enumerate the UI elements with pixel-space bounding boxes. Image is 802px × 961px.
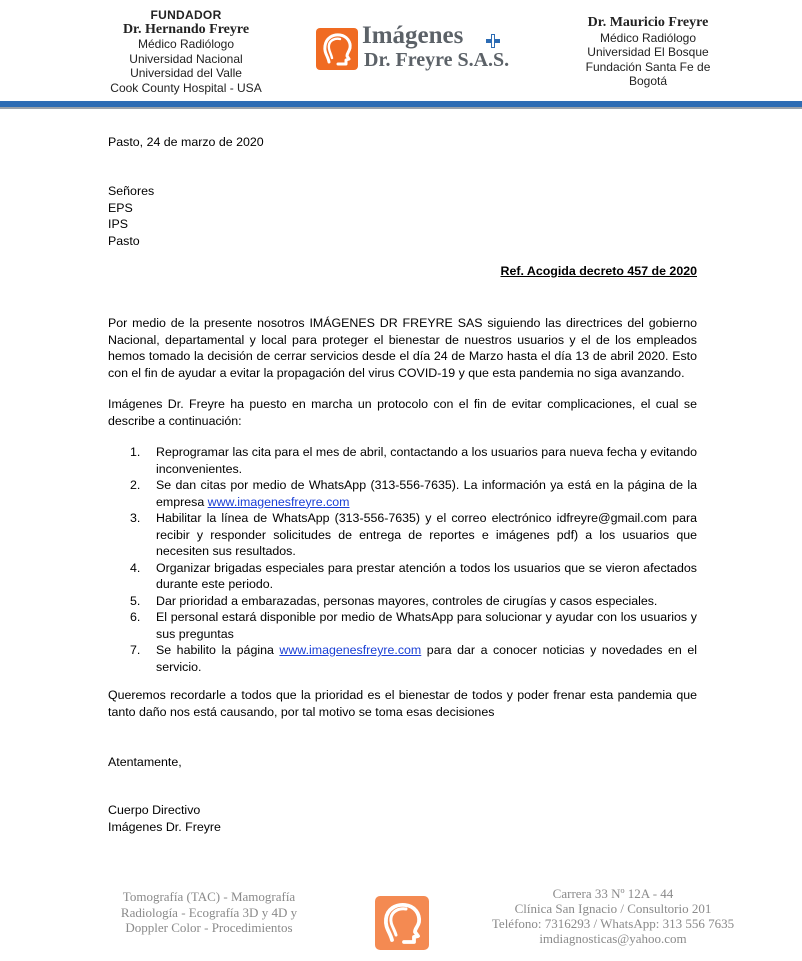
recipient-line: Pasto <box>108 233 140 248</box>
list-text: Organizar brigadas especiales para prestar atención a todos los usuarios que se vieron afectados durante este periodo. <box>156 560 697 591</box>
footer-address: Carrera 33 Nº 12A - 44 <box>552 886 674 901</box>
founder-role: Médico Radiólogo <box>137 37 235 51</box>
list-item <box>108 510 697 560</box>
list-text-tail: para dar a conocer noticias y novedades en el servicio. <box>156 643 697 674</box>
footer-email: imdiagnosticas@yahoo.com <box>539 931 687 946</box>
signature-block <box>108 802 221 835</box>
founder-label: FUNDADOR <box>150 8 222 22</box>
paragraph-closing: Queremos recordarle a todos que la prioridad es el bienestar de todos y poder frenar esta pandemia que tanto daño nos está causando, por tal motivo se toma esas decisiones <box>108 688 697 719</box>
footer-service-line: Doppler Color - Procedimientos <box>125 920 293 935</box>
head-silhouette-icon <box>316 28 358 70</box>
reference-line: Ref. Acogida decreto 457 de 2020 <box>500 264 697 278</box>
signature-line: Cuerpo Directivo <box>108 803 201 817</box>
list-number: 7. <box>130 643 141 657</box>
header-right-block <box>565 16 731 89</box>
footer-service-line: Tomografía (TAC) - Mamografía <box>122 889 296 904</box>
director-credential: Universidad El Bosque <box>587 45 709 59</box>
list-item <box>108 560 697 593</box>
footer-contact <box>478 886 748 946</box>
paragraph-protocol: Imágenes Dr. Freyre ha puesto en marcha un protocolo con el fin de evitar complicaciones, el cual se describe a continuación: <box>108 397 697 428</box>
recipient-block <box>108 183 154 249</box>
paragraph-intro: Por medio de la presente nosotros IMÁGENES DR FREYRE SAS siguiendo las directrices del gobierno Nacional, departamental y local para proteger el bienestar de nuestros usuarios y el de los empleados hemos tomado la decisión de cerrar servicios desde el día 24 de Marzo hasta el día 13 de abril 2020. Esto con el fin de ayudar a evitar la propagación del virus COVID-19 y que esta pandemia no siga avanzando. <box>108 316 697 380</box>
director-name: Dr. Mauricio Freyre <box>587 15 709 30</box>
protocol-list <box>108 444 697 675</box>
header-divider-shadow <box>0 107 802 109</box>
footer-phone: Teléfono: 7316293 / WhatsApp: 313 556 7635 <box>491 916 735 931</box>
footer-clinic: Clínica San Ignacio / Consultorio 201 <box>514 901 712 916</box>
footer-logo-icon <box>375 896 429 950</box>
list-number: 2. <box>130 478 141 492</box>
list-item <box>108 609 697 642</box>
company-logo-text <box>362 24 509 72</box>
list-text: Habilitar la línea de WhatsApp (313-556-7635) y el correo electrónico idfreyre@gmail.com para recibir y responder solicitudes de entrega de reportes e imágenes pdf) a los usuarios que necesiten sus resultados. <box>156 511 697 558</box>
list-text: Se habilito la página <box>156 643 280 657</box>
list-item <box>108 642 697 675</box>
list-text: El personal estará disponible por medio de WhatsApp para solucionar y ayudar con los usuarios y sus preguntas <box>156 610 697 641</box>
medical-cross-icon <box>486 34 500 48</box>
recipient-line: IPS <box>108 217 128 231</box>
list-item <box>108 477 697 510</box>
list-item <box>108 444 697 477</box>
recipient-line: EPS <box>108 200 133 215</box>
salutation: Atentamente, <box>108 755 182 769</box>
list-number: 5. <box>130 593 141 608</box>
list-number: 3. <box>130 511 141 525</box>
list-item <box>108 593 697 610</box>
list-text: Reprogramar las cita para el mes de abril, contactando a los usuarios para nueva fecha y evitando inconvenientes. <box>156 445 697 476</box>
signature-line: Imágenes Dr. Freyre <box>108 819 221 834</box>
director-credential: Fundación Santa Fe de Bogotá <box>585 59 711 88</box>
logo-line-1: Imágenes <box>362 22 464 49</box>
website-link[interactable]: www.imagenesfreyre.com <box>279 643 422 657</box>
founder-credential: Universidad Nacional <box>129 51 243 66</box>
footer-service-line: Radiología - Ecografía 3D y 4D y <box>120 904 298 920</box>
recipient-line: Señores <box>108 184 155 198</box>
founder-credential: Universidad del Valle <box>130 66 242 80</box>
website-link[interactable]: www.imagenesfreyre.com <box>207 494 350 509</box>
list-number: 1. <box>130 445 141 459</box>
list-number: 6. <box>130 610 141 624</box>
logo-line-2: Dr. Freyre S.A.S. <box>364 49 510 71</box>
list-text: Dar prioridad a embarazadas, personas mayores, controles de cirugías y casos especiales. <box>156 593 658 608</box>
letter-date: Pasto, 24 de marzo de 2020 <box>108 135 264 149</box>
list-number: 4. <box>130 560 141 575</box>
founder-credential: Cook County Hospital - USA <box>110 80 262 95</box>
list-text: Se dan citas por medio de WhatsApp (313-556-7635). La información ya está en la página de la empresa <box>156 478 697 509</box>
founder-name: Dr. Hernando Freyre <box>122 21 250 37</box>
footer-services <box>108 889 310 936</box>
header-left-block <box>100 8 272 95</box>
director-role: Médico Radiólogo <box>599 30 697 45</box>
